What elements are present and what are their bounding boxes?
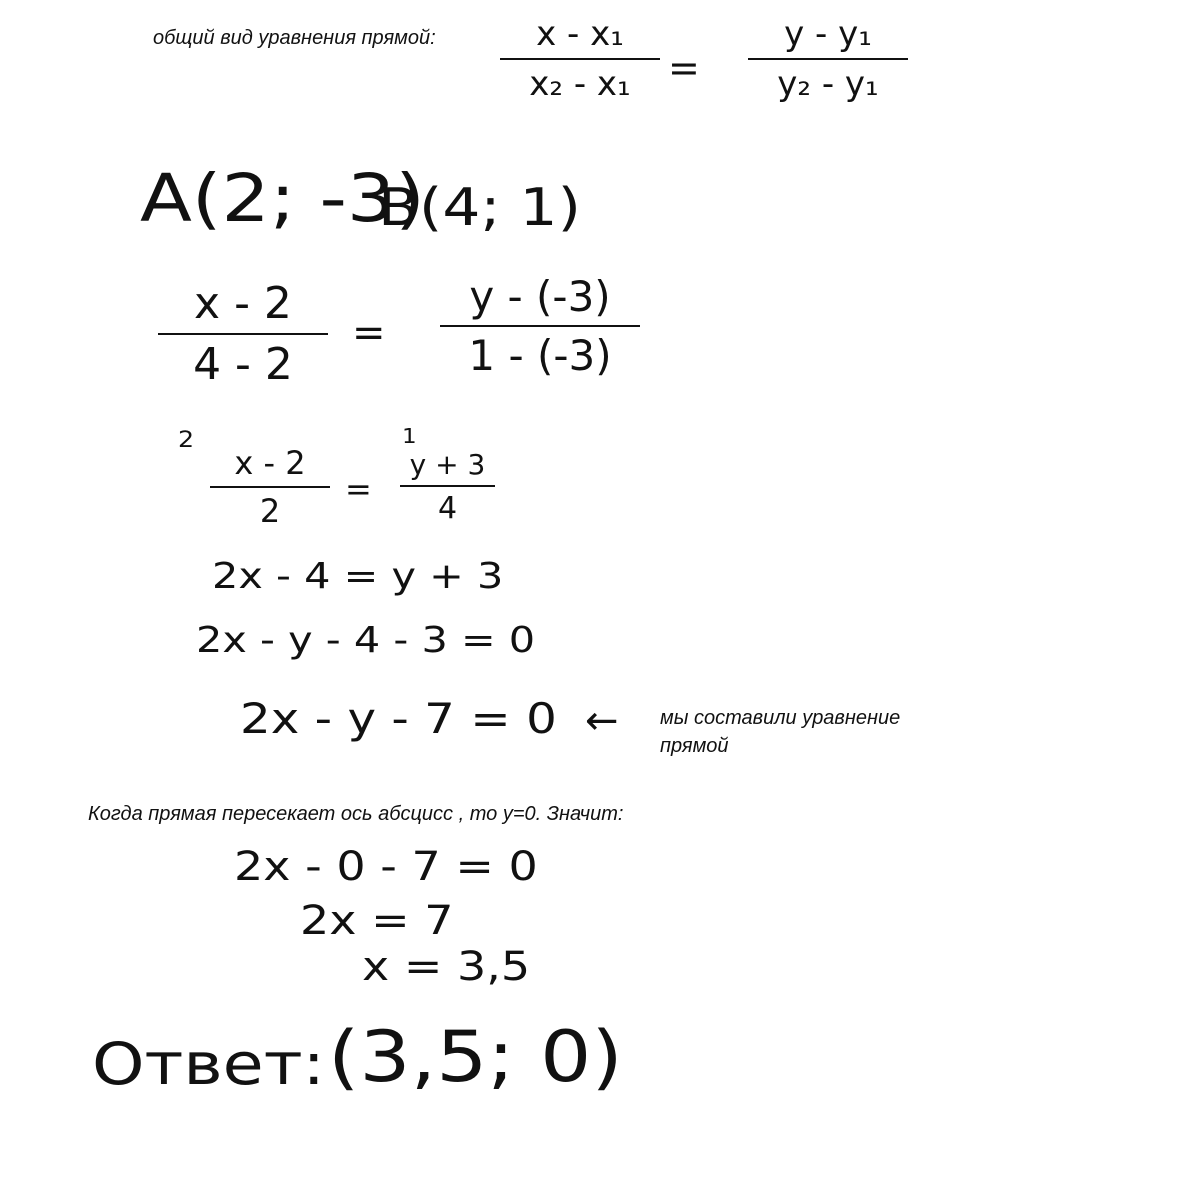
substitution-right-fraction (440, 272, 640, 380)
answer-value: (3,5; 0) (328, 1016, 623, 1098)
step-line-3-line-equation: 2x - y - 7 = 0 (240, 694, 557, 743)
step-line-2: 2x - y - 4 - 3 = 0 (196, 620, 536, 661)
substitution-left-denominator: 4 - 2 (193, 339, 293, 390)
simplified-right-denominator: 4 (437, 491, 458, 526)
fraction-bar (500, 58, 660, 60)
simplified-left-fraction (210, 444, 330, 530)
step-line-1: 2x - 4 = y + 3 (212, 556, 504, 597)
solve-step-3: x = 3,5 (362, 944, 531, 990)
substitution-right-numerator: y - (-3) (469, 272, 611, 321)
point-b: B(4; 1) (378, 178, 581, 238)
left-arrow-icon: ← (585, 698, 619, 744)
general-formula-left-fraction (500, 14, 660, 104)
general-left-numerator: x - x₁ (536, 14, 624, 54)
general-left-denominator: x₂ - x₁ (529, 64, 631, 104)
solve-step-1: 2x - 0 - 7 = 0 (234, 844, 538, 890)
point-a: A(2; -3) (140, 160, 425, 237)
fraction-bar (440, 325, 640, 327)
simplified-left-denominator: 2 (259, 492, 281, 530)
fraction-bar (748, 58, 908, 60)
note-line-1: мы составили уравнение (660, 707, 901, 729)
answer-label: Ответ: (92, 1030, 326, 1098)
substitution-left-fraction (158, 278, 328, 390)
simplified-right-fraction (400, 448, 495, 526)
substitution-right-denominator: 1 - (-3) (468, 331, 612, 380)
solve-step-2: 2x = 7 (300, 898, 454, 944)
simplified-left-factor: 2 (178, 428, 195, 453)
substitution-left-numerator: x - 2 (194, 278, 292, 329)
fraction-bar (400, 485, 495, 487)
intersection-text: Когда прямая пересекает ось абсцисс , то y=0. Значит: (88, 803, 624, 825)
general-right-numerator: y - y₁ (784, 14, 872, 54)
substitution-equals-sign: = (352, 310, 386, 356)
fraction-bar (158, 333, 328, 335)
general-formula-right-fraction (748, 14, 908, 104)
simplified-right-factor: 1 (402, 424, 417, 448)
general-right-denominator: y₂ - y₁ (777, 64, 879, 104)
general-equals-sign: = (668, 46, 700, 90)
simplified-left-numerator: x - 2 (234, 444, 306, 482)
note-line-2: прямой (660, 735, 729, 757)
simplified-right-numerator: y + 3 (409, 448, 486, 481)
fraction-bar (210, 486, 330, 488)
simplified-equals-sign: = (345, 470, 372, 508)
formula-label: общий вид уравнения прямой: (153, 27, 436, 49)
